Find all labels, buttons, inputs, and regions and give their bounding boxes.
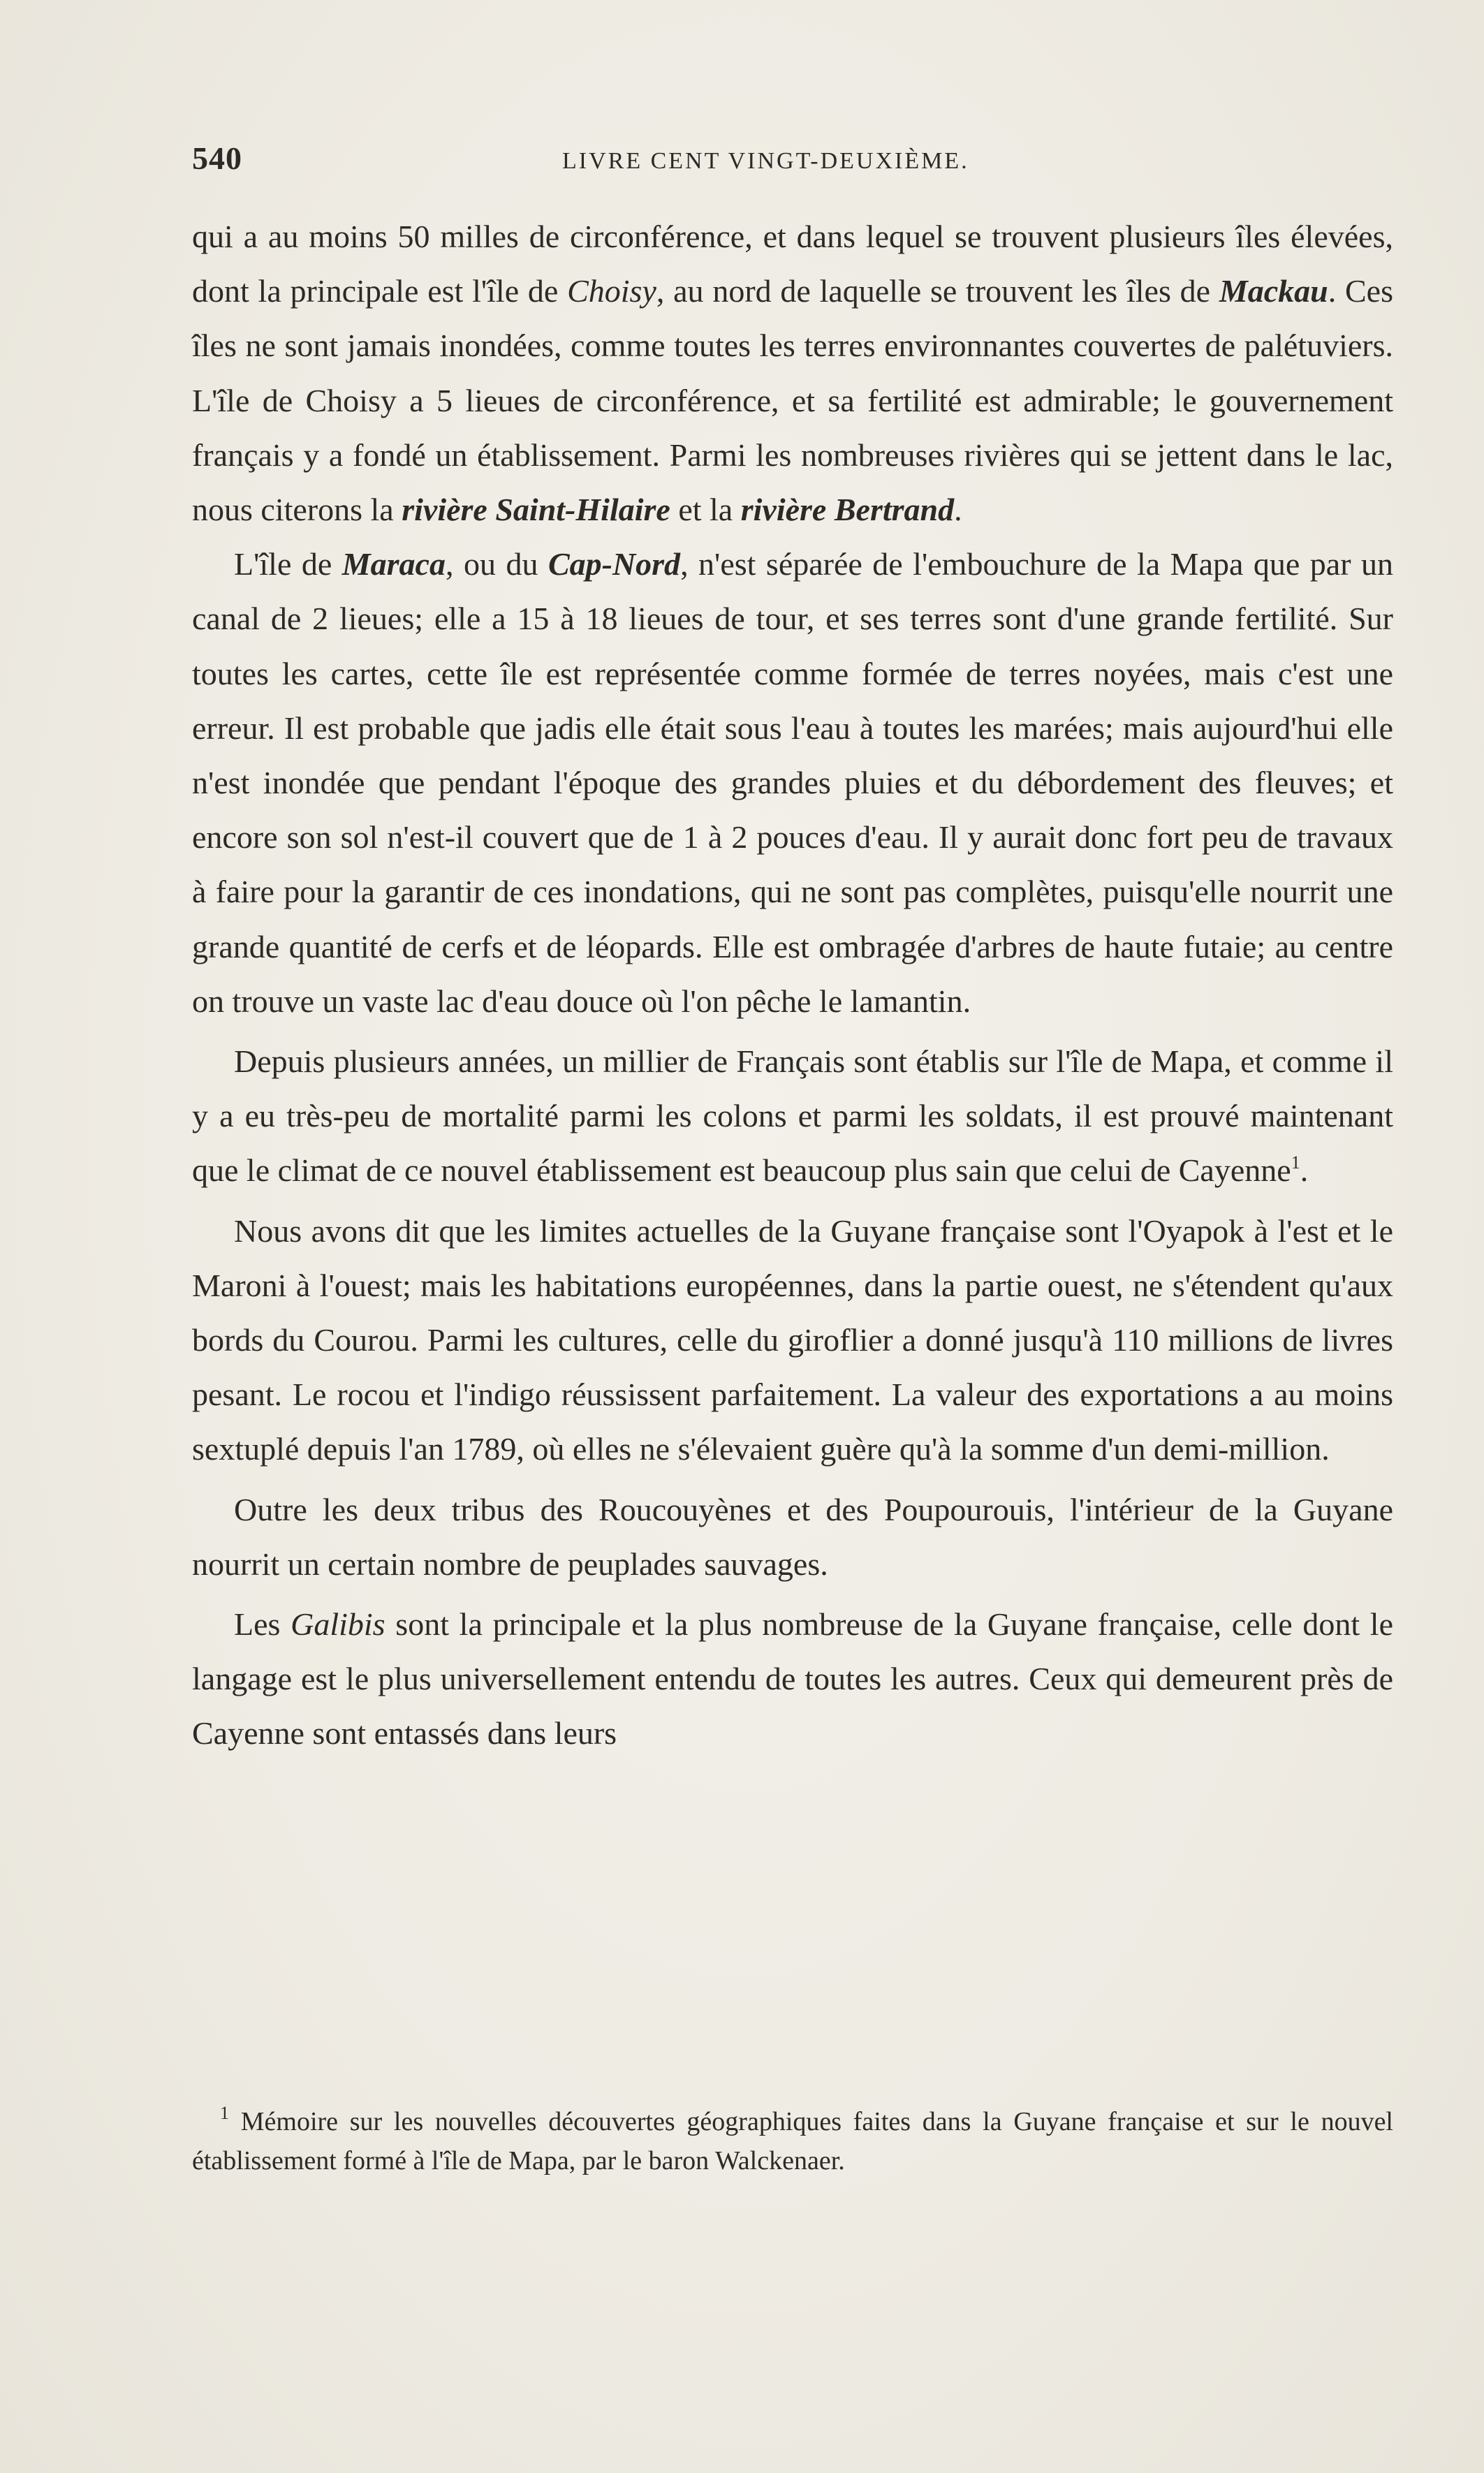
running-head	[192, 140, 1393, 189]
page-number: 540	[192, 140, 242, 176]
text-run: .	[1300, 1152, 1309, 1189]
paragraph-4	[192, 1204, 1393, 1477]
italic-run: Galibis	[291, 1606, 385, 1643]
italic-run: Choisy	[567, 273, 656, 309]
footnote-reference[interactable]: 1	[1291, 1152, 1300, 1173]
text-run: .	[954, 492, 962, 528]
paragraph-6	[192, 1597, 1393, 1761]
italic-run: Mackau	[1219, 273, 1328, 309]
text-run: sont la principale et la plus nombreuse de la Guyane française, celle dont le langage est le plus universellement entendu de toutes les autres. Ceux qui demeurent près de Cayenne sont entassés dans leurs	[192, 1606, 1393, 1752]
paragraph-1	[192, 210, 1393, 537]
footnote-marker: 1	[220, 2103, 229, 2124]
italic-run: rivière Bertrand	[740, 492, 955, 528]
body-text	[192, 210, 1393, 1761]
running-title: LIVRE CENT VINGT-DEUXIÈME.	[562, 148, 969, 174]
text-run: , au nord de laquelle se trouvent les îles de	[656, 273, 1219, 309]
text-run: Mémoire sur les nouvelles découvertes géographiques faites dans la Guyane française et sur le nouvel établissement formé à l'île de Mapa, par le baron Walckenaer.	[192, 2107, 1393, 2175]
text-run: Depuis plusieurs années, un millier de Français sont établis sur l'île de Mapa, et comme il y a eu très-peu de mortalité parmi les colons et parmi les soldats, il est prouvé maintenant que le climat de ce nouvel établissement est beaucoup plus sain que celui de Cayenne	[192, 1043, 1393, 1189]
footnote-text	[192, 2102, 1393, 2180]
text-run: et la	[670, 492, 741, 528]
text-run: L'île de	[234, 546, 342, 582]
text-run: , ou du	[445, 546, 548, 582]
text-run: , n'est séparée de l'embouchure de la Mapa que par un canal de 2 lieues; elle a 15 à 18 lieues de tour, et ses terres sont d'une grande fertilité. Sur toutes les cartes, cette île est représentée comme formée de terres noyées, mais c'est une erreur. Il est probable que jadis elle était sous l'eau à toutes les marées; mais aujourd'hui elle n'est inondée que pendant l'époque des grandes pluies et du débordement des fleuves; et encore son sol n'est-il couvert que de 1 à 2 pouces d'eau. Il y aurait donc fort peu de travaux à faire pour la garantir de ces inondations, qui ne sont pas complètes, puisqu'elle nourrit une grande quantité de cerfs et de léopards. Elle est ombragée d'arbres de haute futaie; au centre on trouve un vaste lac d'eau douce où l'on pêche le lamantin.	[192, 546, 1393, 1019]
paragraph-5	[192, 1483, 1393, 1592]
paragraph-2	[192, 537, 1393, 1029]
text-run: qui a au moins 50 milles de circonférence, et dans lequel se trouvent plusieurs îles élevées, dont la principale est l'île de	[192, 219, 1393, 309]
text-run: Les	[234, 1606, 291, 1643]
italic-run: Cap-Nord	[548, 546, 681, 582]
text-run: Nous avons dit que les limites actuelles de la Guyane française sont l'Oyapok à l'est et le Maroni à l'ouest; mais les habitations européennes, dans la partie ouest, ne s'étendent qu'aux bords du Courou. Parmi les cultures, celle du giroflier a donné jusqu'à 110 millions de livres pesant. Le rocou et l'indigo réussissent parfaitement. La valeur des exportations a au moins sextuplé depuis l'an 1789, où elles ne s'élevaient guère qu'à la somme d'un demi-million.	[192, 1212, 1393, 1467]
text-run: Outre les deux tribus des Roucouyènes et des Poupourouis, l'intérieur de la Guyane nourrit un certain nombre de peuplades sauvages.	[192, 1491, 1393, 1582]
italic-run: rivière Saint-Hilaire	[402, 492, 670, 528]
text-run: . Ces îles ne sont jamais inondées, comme toutes les terres environnantes couvertes de palétuviers. L'île de Choisy a 5 lieues de circonférence, et sa fertilité est admirable; le gouvernement français y a fondé un établissement. Parmi les nombreuses rivières qui se jettent dans le lac, nous citerons la	[192, 273, 1394, 528]
paragraph-3	[192, 1034, 1393, 1198]
footnote	[192, 2102, 1393, 2180]
italic-run: Maraca	[341, 546, 446, 582]
